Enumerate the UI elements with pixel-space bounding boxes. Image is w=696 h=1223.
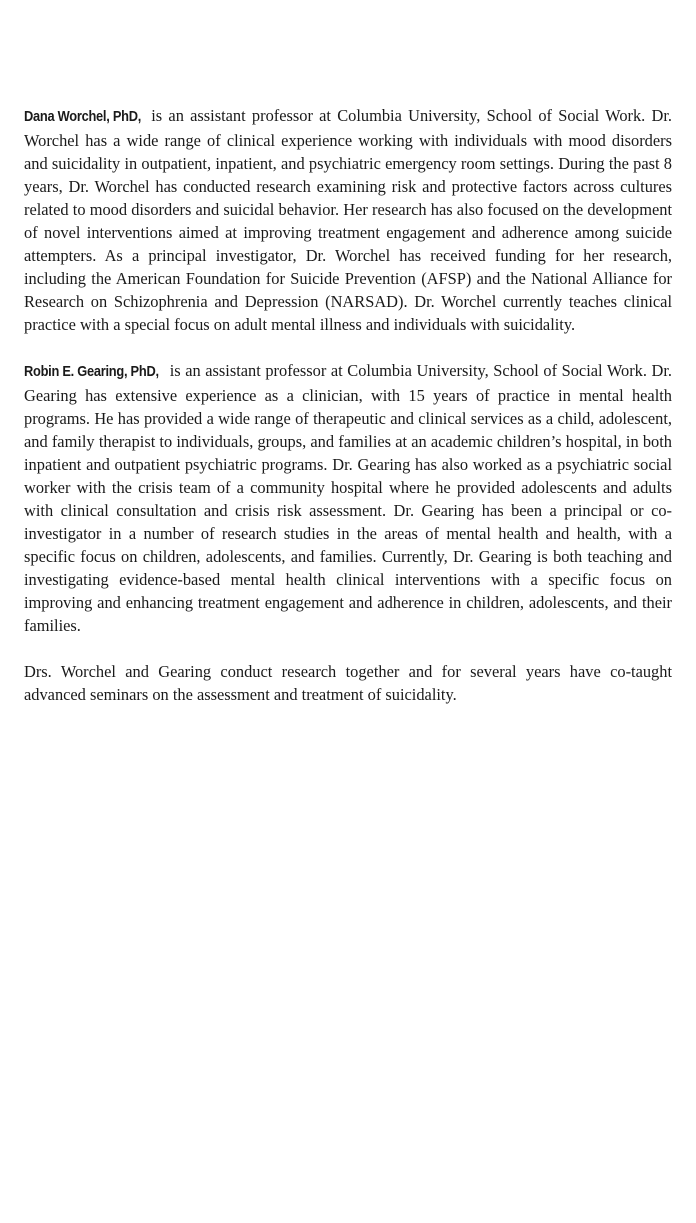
bio-text-robin-gearing: is an assistant professor at Columbia University, School of Social Work. Dr. Gearing has extensive experience as a clinician, with 15 years of practice in mental health programs. He has provided a wide range of therapeutic and clinical services as a child, adolescent, and family therapist to individuals, groups, and families at an academic children’s hospital, in both inpatient and outpatient psychiatric programs. Dr. Gearing has also worked as a psychiatric social worker with the crisis team of a community hospital where he provided adolescents and adults with clinical consultation and crisis risk assessment. Dr. Gearing has been a principal or co-investigator in a number of research studies in the areas of mental health and health, with a specific focus on children, adolescents, and families. Currently, Dr. Gearing is both teaching and investigating evidence-based mental health clinical interventions with a specific focus on improving and enhancing treatment engagement and adherence in children, adolescents, and their families. [24, 361, 672, 635]
author-bios-page [24, 104, 672, 706]
bio-name-robin-gearing: Robin E. Gearing, PhD, [24, 364, 159, 380]
bio-text-dana-worchel: is an assistant professor at Columbia University, School of Social Work. Dr. Worchel has a wide range of clinical experience working with individuals with mood disorders and suicidality in outpatient, inpatient, and psychiatric emergency room settings. During the past 8 years, Dr. Worchel has conducted research examining risk and protective factors across cultures related to mood disorders and suicidal behavior. Her research has also focused on the development of novel interventions aimed at improving treatment engagement and adherence among suicide attempters. As a principal investigator, Dr. Worchel has received funding for her research, including the American Foundation for Suicide Prevention (AFSP) and the National Alliance for Research on Schizophrenia and Depression (NARSAD). Dr. Worchel currently teaches clinical practice with a special focus on adult mental illness and individuals with suicidality. [24, 106, 672, 334]
closing-paragraph: Drs. Worchel and Gearing conduct research together and for several years have co-taught advanced seminars on the assessment and treatment of suicidality. [24, 662, 672, 704]
bio-name-dana-worchel: Dana Worchel, PhD, [24, 109, 142, 125]
bio-dana-worchel [24, 104, 672, 336]
bio-robin-gearing [24, 359, 672, 637]
